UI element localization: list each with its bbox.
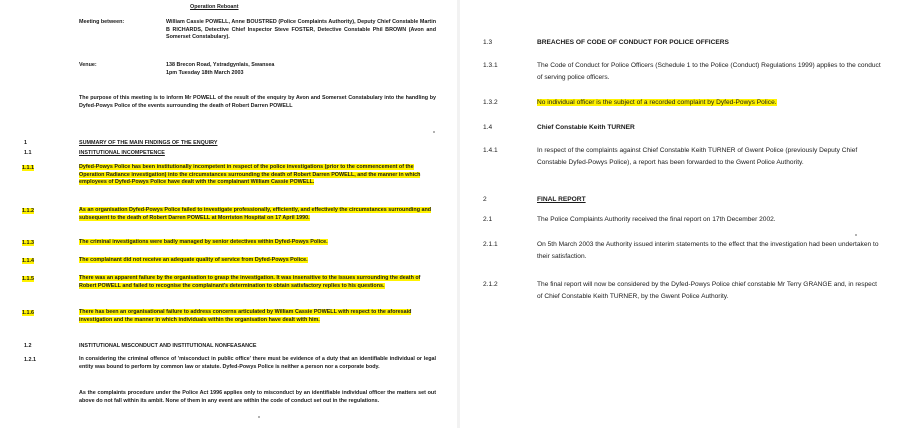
section-heading: FINAL REPORT — [537, 196, 586, 203]
finding-text: There was an apparent failure by the organisation to grasp the investigation. It was insensitive to the issues surrounding the death of Robert POWELL and failed to recognise the complainant's determination to obtain satisfactory replies to his questions. — [79, 275, 421, 289]
section-number: 1.1 — [24, 150, 32, 156]
finding-text: The criminal investigations were badly managed by senior detectives within Dyfed-Powys Police. — [79, 239, 328, 245]
item-number: 1.1.1 — [22, 165, 34, 171]
section-number: 2 — [483, 196, 487, 203]
section-number: 1.4 — [483, 124, 493, 131]
section-number: 1.3.2 — [483, 99, 498, 106]
item-number: 1.1.5 — [22, 276, 34, 282]
section-number: 1.3 — [483, 39, 493, 46]
section-number: 1 — [24, 140, 27, 146]
turner-paragraph: In respect of the complaints against Chief Constable Keith TURNER of Gwent Police (previously Deputy Chief Constable Dyfed-Powys Police), a report has been forwarded to the Gwent Police Authority. — [537, 147, 858, 166]
section-heading: SUMMARY OF THE MAIN FINDINGS OF THE ENQUIRY — [79, 140, 218, 146]
page-divider — [457, 0, 460, 428]
meeting-label: Meeting between: — [79, 19, 125, 25]
code-of-conduct-paragraph: The Code of Conduct for Police Officers (Schedule 1 to the Police (Conduct) Regulations 1999) applies to the conduct of serving police officers. — [537, 62, 881, 81]
document-title: Operation Reboant — [190, 4, 239, 10]
no-complaint-paragraph — [537, 97, 882, 109]
venue-address: 138 Brecon Road, Ystradgynlais, Swansea — [166, 62, 275, 68]
item-number: 1.1.3 — [22, 240, 34, 246]
finding-text: There has been an organisational failure to address concerns articulated by William Cassie POWELL with respect to the aforesaid investigation and the manner in which individuals within the organisation have dealt with him. — [79, 309, 412, 323]
section-number: 2.1.2 — [483, 281, 498, 288]
section-heading: BREACHES OF CODE OF CONDUCT FOR POLICE OFFICERS — [537, 39, 729, 46]
final-report-paragraph: The Police Complaints Authority received the final report on 17th December 2002. — [537, 216, 776, 223]
finding-text: As an organisation Dyfed-Powys Police failed to investigate professionally, efficiently, and effectively the circumstances surrounding and subsequent to the death of Robert Darren POWELL at Morriston Hospital on 17 April 1990. — [79, 207, 432, 221]
venue-label: Venue: — [79, 62, 97, 68]
scan-speck — [258, 416, 260, 418]
finding-text: Dyfed-Powys Police has been institutionally incompetent in respect of the police investigations (prior to the commencement of the Operation Radiance investigation) into the circumstances surrounding the death of Robert Darren POWELL, and the manner in which employees of Dyfed-Powys Police have dealt with the complainant William Cassie POWELL. — [79, 164, 421, 186]
section-number: 2.1 — [483, 216, 493, 223]
venue-datetime: 1pm Tuesday 18th March 2003 — [166, 70, 244, 76]
item-number: 1.1.4 — [22, 258, 34, 264]
right-document-page — [462, 0, 905, 428]
section-number: 1.2 — [24, 343, 32, 349]
section-number: 1.4.1 — [483, 147, 498, 154]
finding-paragraph — [79, 207, 436, 222]
finding-paragraph — [79, 239, 436, 247]
no-complaint-text: No individual officer is the subject of a recorded complaint by Dyfed-Powys Police. — [537, 99, 777, 106]
section-heading: INSTITUTIONAL INCOMPETENCE — [79, 150, 165, 156]
meeting-value: William Cassie POWELL, Anne BOUSTRED (Police Complaints Authority), Deputy Chief Constable Martin B RICHARDS, Detective Chief Inspector Steve FOSTER, Detective Constable Phil BROWN (Avon and Somerset Constabulary). — [166, 19, 436, 41]
purpose-paragraph: The purpose of this meeting is to inform Mr POWELL of the result of the enquiry by Avon and Somerset Constabulary into the handling by Dyfed-Powys Police of the events surrounding the death of Robert Darren POWELL — [79, 95, 436, 109]
finding-paragraph — [79, 164, 436, 187]
finding-text: The complainant did not receive an adequate quality of service from Dyfed-Powys Police. — [79, 257, 308, 263]
finding-paragraph — [79, 275, 436, 290]
section-heading: Chief Constable Keith TURNER — [537, 124, 635, 131]
interim-statement-paragraph: On 5th March 2003 the Authority issued interim statements to the effect that the investigation had been undertaken to their satisfaction. — [537, 241, 879, 260]
next-steps-paragraph: The final report will now be considered by the Dyfed-Powys Police chief constable Mr Terry GRANGE and, in respect of Chief Constable Keith TURNER, by the Gwent Police Authority. — [537, 281, 877, 300]
section-number: 2.1.1 — [483, 241, 498, 248]
section-heading: INSTITUTIONAL MISCONDUCT AND INSTITUTIONAL NONFEASANCE — [79, 343, 257, 349]
finding-paragraph — [79, 257, 436, 265]
section-number: 1.3.1 — [483, 62, 498, 69]
complaints-paragraph: As the complaints procedure under the Police Act 1996 applies only to misconduct by an identifiable individual officer the matters set out above do not fall within its ambit. None of them in any event are within the code of conduct set out in the regulations. — [79, 390, 436, 404]
misconduct-paragraph: In considering the criminal offence of 'misconduct in public office' there must be evidence of a duty that an identifiable individual or legal entity was bound to perform by common law or statute. Dyfed-Powys Police is neither a person nor a corporate body. — [79, 356, 436, 370]
item-number: 1.1.6 — [22, 310, 34, 316]
scan-speck — [855, 234, 857, 236]
section-number: 1.2.1 — [24, 357, 36, 363]
item-number: 1.1.2 — [22, 208, 34, 214]
scan-speck — [433, 131, 435, 133]
finding-paragraph — [79, 309, 436, 324]
